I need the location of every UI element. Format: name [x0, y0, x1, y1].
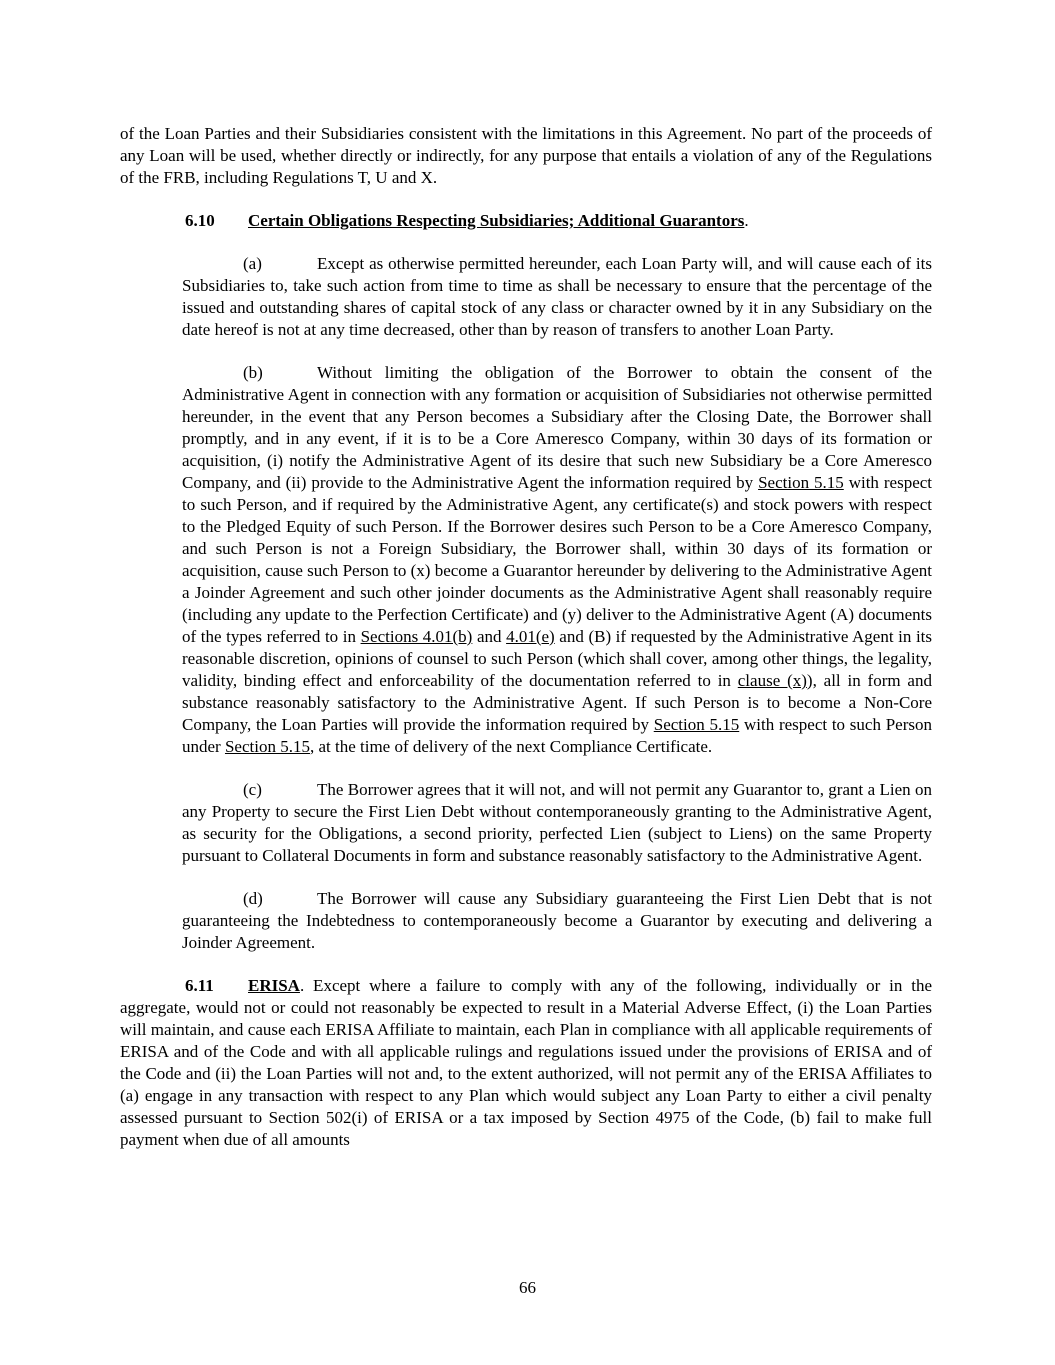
page-number: 66: [519, 1278, 536, 1297]
page-body: [120, 123, 932, 1172]
paragraph-a: [182, 253, 932, 341]
section-reference-5-15-a: Section 5.15: [758, 473, 844, 492]
section-6-10-number: 6.10: [185, 211, 215, 230]
section-6-11-body: . Except where a failure to comply with any of the following, individually or in the aggregate, would not or could not reasonably be expected to result in a Material Adverse Effect, (i) the Loan Parties will maintain, and cause each ERISA Affiliate to maintain, each Plan in compliance with all applicable requirements of ERISA and of the Code and with all applicable rulings and regulations issued under the provisions of ERISA and of the Code and (ii) the Loan Parties will not and, to the extent authorized, will not permit any of the ERISA Affiliates to (a) engage in any transaction with respect to any Plan which would subject any Loan Party to either a civil penalty assessed pursuant to Section 502(i) of ERISA or a tax imposed by Section 4975 of the Code, (b) fail to make full payment when due of all amounts: [120, 976, 932, 1149]
paragraph-c-text: The Borrower agrees that it will not, and will not permit any Guarantor to, grant a Lien on any Property to secure the First Lien Debt without contemporaneously granting to the Administrative Agent, as security for the Obligations, a second priority, perfected Lien (subject to Liens) on the same Property pursuant to Collateral Documents in form and substance reasonably satisfactory to the Administrative Agent.: [182, 780, 932, 865]
paragraph-c: [182, 779, 932, 867]
paragraph-b-text-3: and: [472, 627, 507, 646]
paragraph-d-label: (d): [243, 889, 263, 908]
paragraph-b-text-5: ), all in form and substance reasonably satisfactory to the Administrative Agent. If such Person is to become a Non-Core Company, the Loan Parties will provide the information required by: [182, 671, 932, 734]
section-6-11-title: ERISA: [248, 976, 300, 995]
paragraph-b-text-7: , at the time of delivery of the next Compliance Certificate.: [309, 737, 713, 756]
paragraph-a-text: Except as otherwise permitted hereunder, each Loan Party will, and will cause each of its Subsidiaries to, take such action from time to time as shall be necessary to ensure that the percentage of the issued and outstanding shares of capital stock of any class or character owned by it in any Subsidiary on the date hereof is not at any time decreased, other than by reason of transfers to another Loan Party.: [182, 254, 932, 339]
paragraph-d-text: The Borrower will cause any Subsidiary guaranteeing the First Lien Debt that is not guaranteeing the Indebtedness to contemporaneously become a Guarantor by executing and delivering a Joinder Agreement.: [182, 889, 932, 952]
paragraph-b-text-1: Without limiting the obligation of the Borrower to obtain the consent of the Administrative Agent in connection with any formation or acquisition of Subsidiaries not otherwise permitted hereunder, in the event that any Person becomes a Subsidiary after the Closing Date, the Borrower shall promptly, and in any event, if it is to be a Core Ameresco Company, within 30 days of its formation or acquisition, (i) notify the Administrative Agent of its desire that such new Subsidiary be a Core Ameresco Company, and (ii) provide to the Administrative Agent the information required by: [182, 363, 932, 492]
section-reference-5-15-c: Section 5.15: [224, 737, 310, 756]
section-reference-5-15-b: Section 5.15: [653, 715, 740, 734]
paragraph-b-text-2: with respect to such Person, and if required by the Administrative Agent, any certificate(s) and stock powers with respect to the Pledged Equity of such Person. If the Borrower desires such Person to be a Core Ameresco Company, and such Person is not a Foreign Subsidiary, the Borrower shall, within 30 days of its formation or acquisition, cause such Person to (x) become a Guarantor hereunder by delivering to the Administrative Agent a Joinder Agreement and such other joinder documents as the Administrative Agent shall reasonably require (including any update to the Perfection Certificate) and (y) deliver to the Administrative Agent (A) documents of the types referred to in: [182, 473, 933, 646]
section-6-11-number: 6.11: [185, 976, 214, 995]
section-6-11-paragraph: [120, 975, 932, 1151]
paragraph-b-label: (b): [243, 363, 263, 382]
paragraph-c-label: (c): [243, 780, 262, 799]
section-6-10-title-period: .: [744, 211, 749, 230]
paragraph-a-label: (a): [243, 254, 262, 273]
intro-paragraph: [120, 123, 932, 189]
paragraph-b-text-4: and (B) if requested by the Administrative Agent in its reasonable discretion, opinions of counsel to such Person (which shall cover, among other things, the legality, validity, binding effect and enforceability of the documentation referred to in: [182, 627, 933, 690]
section-6-10-heading: [120, 210, 932, 232]
section-6-10-title: Certain Obligations Respecting Subsidiaries; Additional Guarantors: [248, 211, 745, 230]
clause-x-reference: clause (x): [737, 671, 807, 690]
section-reference-4-01-e: 4.01(e): [506, 627, 555, 646]
paragraph-b-text-6: with respect to such Person under: [182, 715, 932, 756]
section-reference-4-01-b: Sections 4.01(b): [360, 627, 473, 646]
intro-paragraph-text: of the Loan Parties and their Subsidiaries consistent with the limitations in this Agreement. No part of the proceeds of any Loan will be used, whether directly or indirectly, for any purpose that entails a violation of any of the Regulations of the FRB, including Regulations T, U and X.: [120, 124, 932, 187]
paragraph-d: [182, 888, 932, 954]
paragraph-b: [182, 362, 932, 758]
